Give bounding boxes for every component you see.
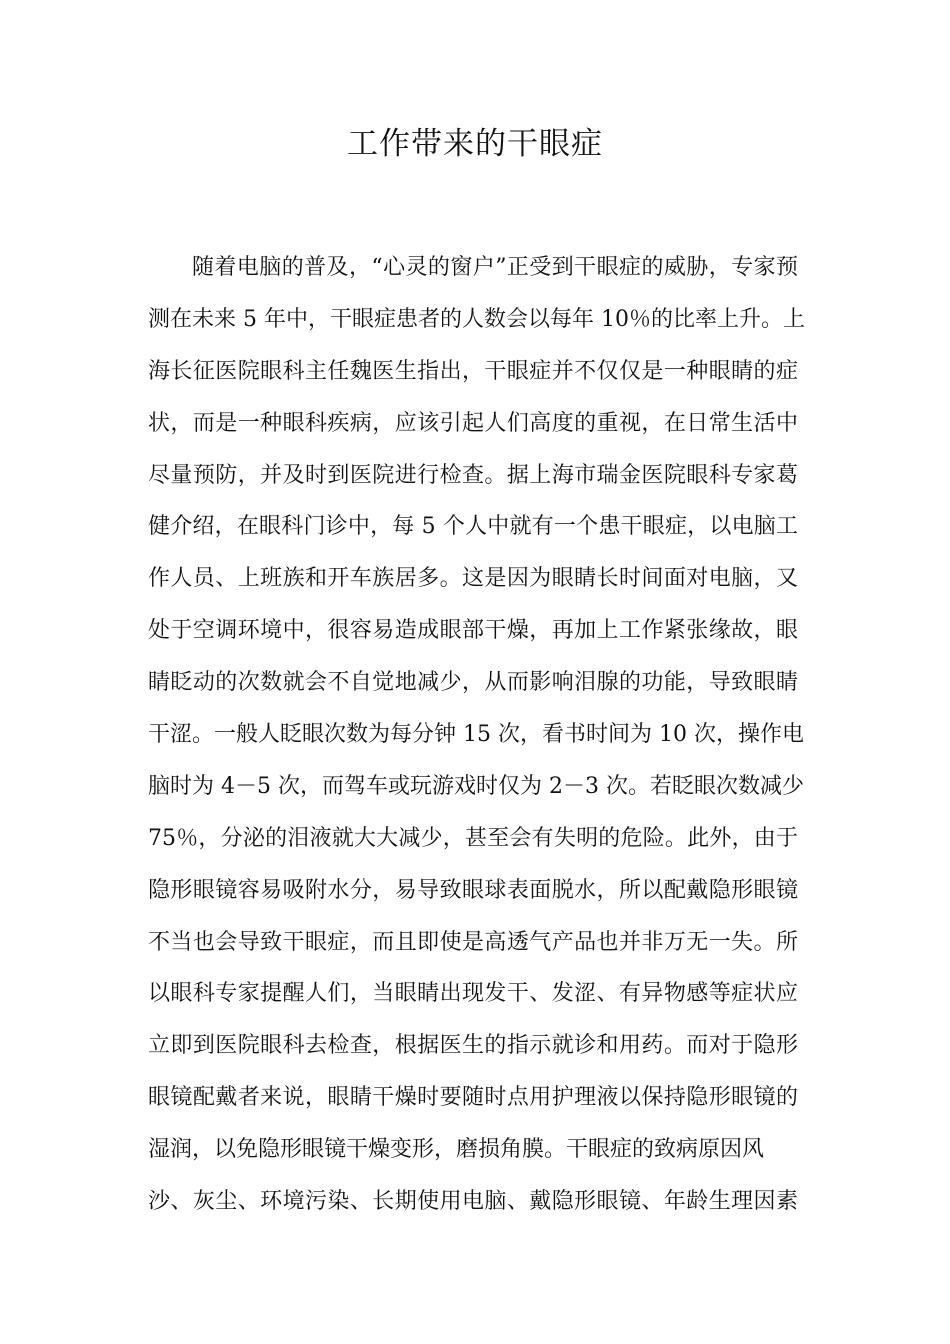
body-line: 75％，分泌的泪液就大大减少，甚至会有失明的危险。此外，由于 xyxy=(148,825,798,851)
body-paragraph xyxy=(148,246,805,1232)
body-line: 随着电脑的普及，“心灵的窗户”正受到干眼症的威胁，专家预 xyxy=(192,255,798,280)
body-line: 湿润，以免隐形眼镜干燥变形，磨损角膜。干眼症的致病原因风 xyxy=(148,1137,765,1163)
document-title: 工作带来的干眼症 xyxy=(347,126,603,162)
body-line: 健介绍，在眼科门诊中，每 5 个人中就有一个患干眼症，以电脑工 xyxy=(148,514,798,540)
body-line: 尽量预防，并及时到医院进行检查。据上海市瑞金医院眼科专家葛 xyxy=(148,462,798,488)
body-line: 眼镜配戴者来说，眼睛干燥时要随时点用护理液以保持隐形眼镜的 xyxy=(148,1085,798,1111)
body-line: 作人员、上班族和开车族居多。这是因为眼睛长时间面对电脑，又 xyxy=(148,566,798,592)
body-line: 测在未来 5 年中，干眼症患者的人数会以每年 10％的比率上升。上 xyxy=(148,306,805,332)
body-line: 脑时为 4－5 次，而驾车或玩游戏时仅为 2－3 次。若眨眼次数减少 xyxy=(148,773,804,799)
body-line: 不当也会导致干眼症，而且即使是高透气产品也并非万无一失。所 xyxy=(148,929,798,955)
body-line: 状，而是一种眼科疾病，应该引起人们高度的重视，在日常生活中 xyxy=(148,410,798,436)
body-line: 睛眨动的次数就会不自觉地减少，从而影响泪腺的功能，导致眼睛 xyxy=(148,670,798,696)
body-line: 立即到医院眼科去检查，根据医生的指示就诊和用药。而对于隐形 xyxy=(148,1033,798,1059)
body-line: 隐形眼镜容易吸附水分，易导致眼球表面脱水，所以配戴隐形眼镜 xyxy=(148,877,798,903)
body-line: 以眼科专家提醒人们，当眼睛出现发干、发涩、有异物感等症状应 xyxy=(148,981,798,1007)
body-line: 沙、灰尘、环境污染、长期使用电脑、戴隐形眼镜、年龄生理因素 xyxy=(148,1189,798,1215)
body-line: 干涩。一般人眨眼次数为每分钟 15 次，看书时间为 10 次，操作电 xyxy=(148,722,804,748)
body-line: 海长征医院眼科主任魏医生指出，干眼症并不仅仅是一种眼睛的症 xyxy=(148,358,798,384)
body-line: 处于空调环境中，很容易造成眼部干燥，再加上工作紧张缘故，眼 xyxy=(148,618,798,644)
